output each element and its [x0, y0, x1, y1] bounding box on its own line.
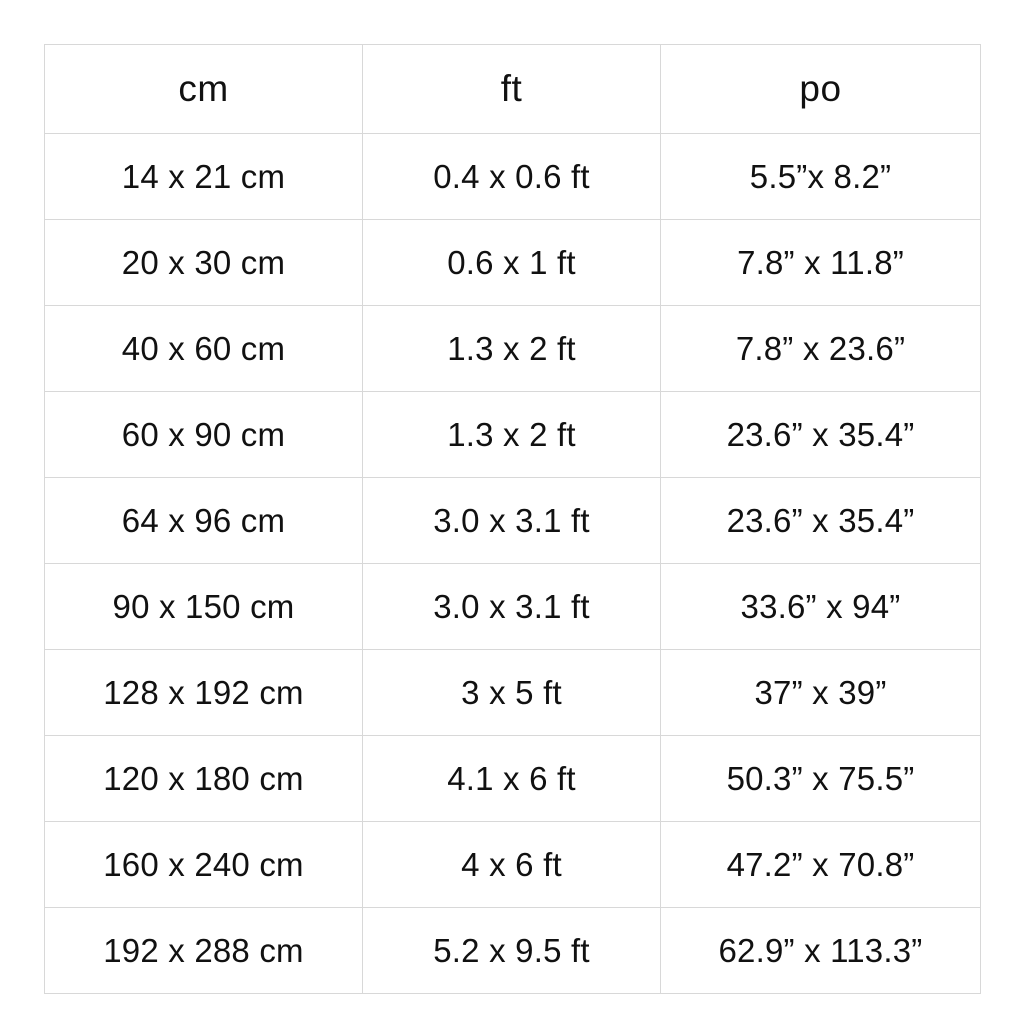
cell-cm: 64 x 96 cm — [45, 478, 363, 564]
cell-ft: 3 x 5 ft — [363, 650, 661, 736]
cell-po: 37” x 39” — [661, 650, 981, 736]
table-body — [45, 134, 981, 994]
cell-po: 5.5”x 8.2” — [661, 134, 981, 220]
cell-po: 47.2” x 70.8” — [661, 822, 981, 908]
cell-po: 23.6” x 35.4” — [661, 478, 981, 564]
cell-cm: 20 x 30 cm — [45, 220, 363, 306]
cell-po: 23.6” x 35.4” — [661, 392, 981, 478]
table-row — [45, 908, 981, 994]
cell-po: 7.8” x 23.6” — [661, 306, 981, 392]
column-header-po: po — [661, 45, 981, 134]
cell-ft: 3.0 x 3.1 ft — [363, 478, 661, 564]
cell-ft: 1.3 x 2 ft — [363, 306, 661, 392]
table-row — [45, 134, 981, 220]
cell-po: 33.6” x 94” — [661, 564, 981, 650]
cell-ft: 0.6 x 1 ft — [363, 220, 661, 306]
cell-ft: 4 x 6 ft — [363, 822, 661, 908]
cell-po: 62.9” x 113.3” — [661, 908, 981, 994]
cell-cm: 192 x 288 cm — [45, 908, 363, 994]
table-header-row — [45, 45, 981, 134]
cell-po: 7.8” x 11.8” — [661, 220, 981, 306]
cell-ft: 5.2 x 9.5 ft — [363, 908, 661, 994]
cell-cm: 90 x 150 cm — [45, 564, 363, 650]
cell-cm: 60 x 90 cm — [45, 392, 363, 478]
size-table-container — [44, 44, 980, 994]
column-header-ft: ft — [363, 45, 661, 134]
cell-ft: 1.3 x 2 ft — [363, 392, 661, 478]
cell-cm: 160 x 240 cm — [45, 822, 363, 908]
table-row — [45, 220, 981, 306]
cell-cm: 128 x 192 cm — [45, 650, 363, 736]
table-row — [45, 736, 981, 822]
table-row — [45, 564, 981, 650]
cell-ft: 4.1 x 6 ft — [363, 736, 661, 822]
cell-cm: 120 x 180 cm — [45, 736, 363, 822]
cell-cm: 40 x 60 cm — [45, 306, 363, 392]
table-row — [45, 478, 981, 564]
cell-cm: 14 x 21 cm — [45, 134, 363, 220]
column-header-cm: cm — [45, 45, 363, 134]
table-row — [45, 650, 981, 736]
table-row — [45, 306, 981, 392]
table-header — [45, 45, 981, 134]
table-row — [45, 822, 981, 908]
table-row — [45, 392, 981, 478]
cell-ft: 3.0 x 3.1 ft — [363, 564, 661, 650]
cell-po: 50.3” x 75.5” — [661, 736, 981, 822]
cell-ft: 0.4 x 0.6 ft — [363, 134, 661, 220]
size-conversion-table — [44, 44, 981, 994]
